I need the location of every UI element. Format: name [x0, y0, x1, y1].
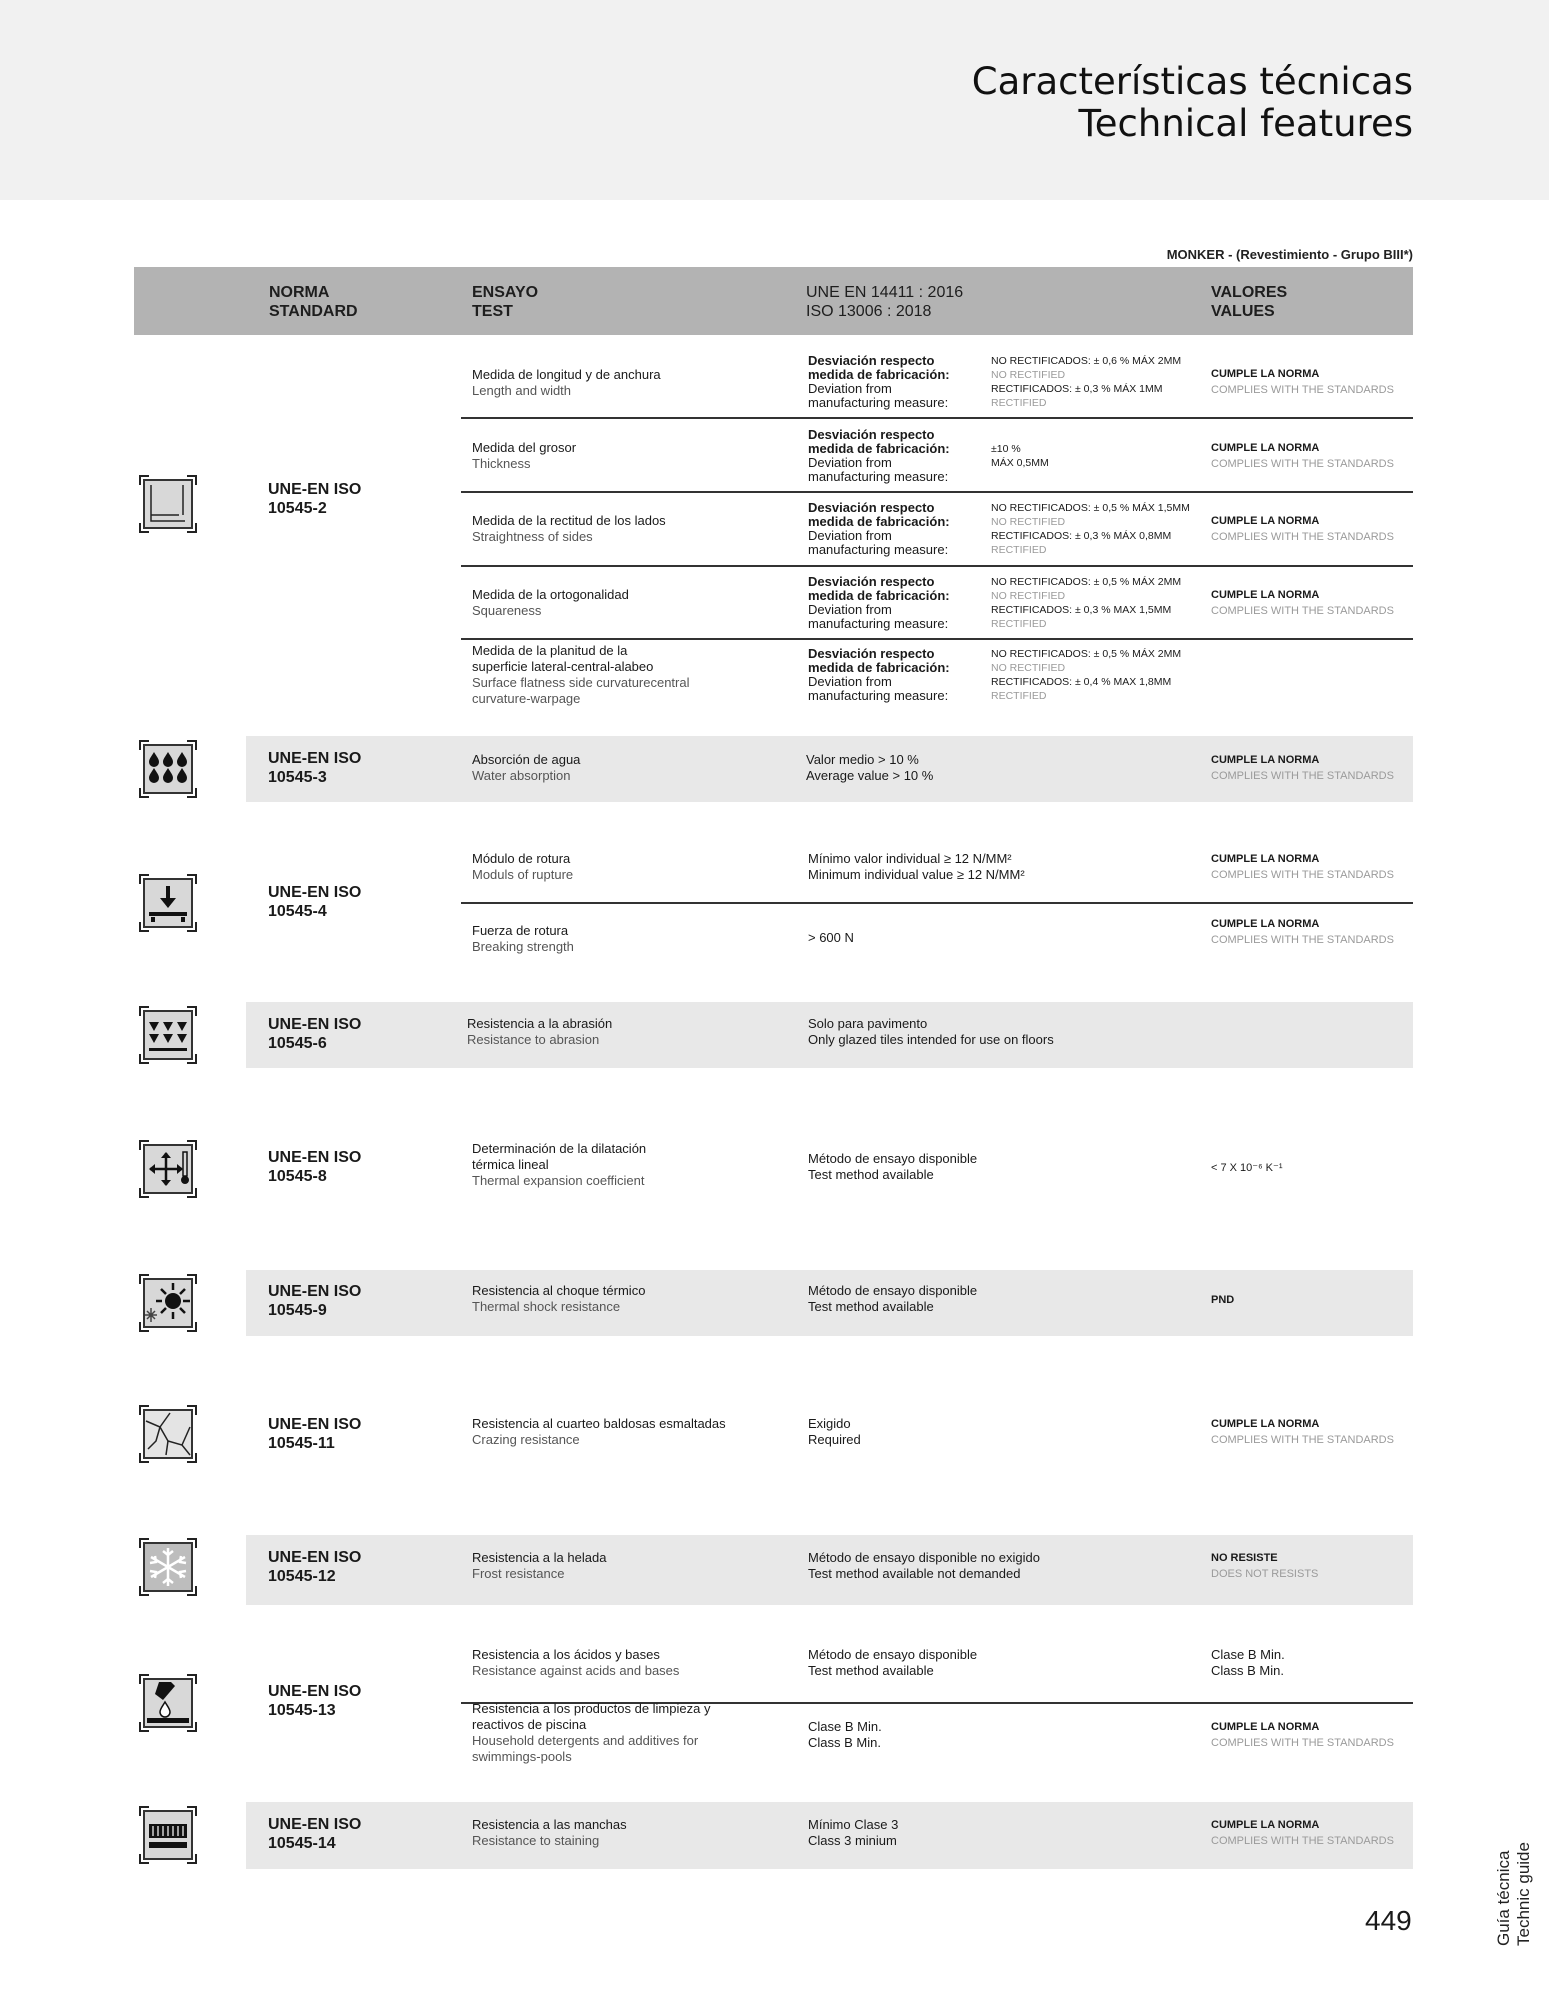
- standard-10545-9: UNE-EN ISO 10545-9: [268, 1283, 362, 1319]
- standard-10545-14: UNE-EN ISO 10545-14: [268, 1816, 362, 1852]
- product-note: MONKER - (Revestimiento - Grupo BIII*): [1166, 247, 1413, 262]
- thermal-expansion-icon: [137, 1138, 199, 1200]
- header-valores: VALORES VALUES: [1211, 284, 1288, 320]
- test-crazing: Resistencia al cuarteo baldosas esmaltadas Crazing resistance: [472, 1416, 726, 1447]
- spec-flatness: NO RECTIFICADOS: ± 0,5 % MÁX 2MM NO RECTIFIED RECTIFICADOS: ± 0,4 % MAX 1,8MM RECTIFIED: [991, 648, 1182, 702]
- arrow-down-load-icon: [137, 872, 199, 934]
- value-thermal-shock: PND: [1211, 1294, 1235, 1306]
- standard-10545-12: UNE-EN ISO 10545-12: [268, 1549, 362, 1585]
- value-thermal-expansion: < 7 X 10⁻⁶ K⁻¹: [1211, 1162, 1283, 1174]
- standard-10545-13: UNE-EN ISO 10545-13: [268, 1683, 362, 1719]
- req-staining: Mínimo Clase 3 Class 3 minium: [808, 1817, 899, 1848]
- deviation-label: Desviación respecto medida de fabricación: Deviation from manufacturing measure:: [808, 574, 950, 631]
- header-ensayo: ENSAYO TEST: [472, 284, 539, 320]
- req-household-detergents: Clase B Min. Class B Min.: [808, 1719, 882, 1750]
- standard-10545-8: UNE-EN ISO 10545-8: [268, 1149, 362, 1185]
- test-breaking-strength: Fuerza de rotura Breaking strength: [472, 923, 574, 954]
- row-separator: [461, 417, 1413, 419]
- req-thermal-shock: Método de ensayo disponible Test method available: [808, 1283, 978, 1314]
- side-guide-label: Guía técnica Technic guide: [1494, 1842, 1533, 1946]
- test-length-width: Medida de longitud y de anchura Length and width: [472, 367, 661, 398]
- test-squareness: Medida de la ortogonalidad Squareness: [472, 587, 629, 618]
- req-crazing: Exigido Required: [808, 1416, 861, 1447]
- test-straightness: Medida de la rectitud de los lados Straightness of sides: [472, 513, 666, 544]
- spec-straightness: NO RECTIFICADOS: ± 0,5 % MÁX 1,5MM NO RECTIFIED RECTIFICADOS: ± 0,3 % MÁX 0,8MM RECTIFIED: [991, 502, 1190, 556]
- water-drops-icon: [137, 738, 199, 800]
- header-une: UNE EN 14411 : 2016 ISO 13006 : 2018: [806, 284, 964, 320]
- value-straightness: CUMPLE LA NORMA COMPLIES WITH THE STANDARDS: [1211, 515, 1394, 543]
- value-length-width: CUMPLE LA NORMA COMPLIES WITH THE STANDARDS: [1211, 368, 1394, 396]
- dimensions-icon: [137, 473, 199, 535]
- page-number: 449: [1365, 1905, 1412, 1936]
- page-title-es: Características técnicas: [971, 60, 1413, 103]
- standard-10545-4: UNE-EN ISO 10545-4: [268, 884, 362, 920]
- spec-thickness: ±10 % MÁX 0,5MM: [991, 443, 1049, 469]
- chemical-pour-icon: [137, 1672, 199, 1734]
- abrasion-icon: [137, 1004, 199, 1066]
- req-breaking-strength: > 600 N: [808, 930, 854, 945]
- value-modulus-rupture: CUMPLE LA NORMA COMPLIES WITH THE STANDARDS: [1211, 853, 1394, 881]
- req-acids-bases: Método de ensayo disponible Test method available: [808, 1647, 978, 1678]
- req-frost: Método de ensayo disponible no exigido Test method available not demanded: [808, 1550, 1041, 1581]
- req-modulus-rupture: Mínimo valor individual ≥ 12 N/MM² Minimum individual value ≥ 12 N/MM²: [808, 851, 1025, 882]
- value-water-absorption: CUMPLE LA NORMA COMPLIES WITH THE STANDARDS: [1211, 754, 1394, 782]
- crazing-icon: [137, 1403, 199, 1465]
- row-separator: [461, 491, 1413, 493]
- test-water-absorption: Absorción de agua Water absorption: [472, 752, 581, 783]
- test-staining: Resistencia a las manchas Resistance to staining: [472, 1817, 627, 1848]
- standard-10545-3: UNE-EN ISO 10545-3: [268, 750, 362, 786]
- req-abrasion: Solo para pavimento Only glazed tiles intended for use on floors: [808, 1016, 1054, 1047]
- req-water-absorption: Valor medio > 10 % Average value > 10 %: [806, 752, 934, 783]
- value-crazing: CUMPLE LA NORMA COMPLIES WITH THE STANDARDS: [1211, 1418, 1394, 1446]
- deviation-label: Desviación respecto medida de fabricación: Deviation from manufacturing measure:: [808, 500, 950, 557]
- standard-10545-11: UNE-EN ISO 10545-11: [268, 1416, 362, 1452]
- req-thermal-expansion: Método de ensayo disponible Test method available: [808, 1151, 978, 1182]
- row-separator: [461, 902, 1413, 904]
- deviation-label: Desviación respecto medida de fabricación: Deviation from manufacturing measure:: [808, 427, 950, 484]
- page-title-en: Technical features: [1078, 102, 1413, 145]
- thermal-shock-icon: [137, 1272, 199, 1334]
- test-modulus-rupture: Módulo de rotura Moduls of rupture: [472, 851, 574, 882]
- standard-10545-6: UNE-EN ISO 10545-6: [268, 1016, 362, 1052]
- test-frost: Resistencia a la helada Frost resistance: [472, 1550, 607, 1581]
- spec-squareness: NO RECTIFICADOS: ± 0,5 % MÁX 2MM NO RECTIFIED RECTIFICADOS: ± 0,3 % MAX 1,5MM RECTIFIED: [991, 576, 1182, 630]
- value-acids-bases: Clase B Min. Class B Min.: [1211, 1647, 1285, 1678]
- deviation-label: Desviación respecto medida de fabricación: Deviation from manufacturing measure:: [808, 646, 950, 703]
- staining-icon: [137, 1804, 199, 1866]
- header-norma: NORMA STANDARD: [269, 284, 358, 320]
- value-thickness: CUMPLE LA NORMA COMPLIES WITH THE STANDARDS: [1211, 442, 1394, 470]
- value-breaking-strength: CUMPLE LA NORMA COMPLIES WITH THE STANDARDS: [1211, 918, 1394, 946]
- value-staining: CUMPLE LA NORMA COMPLIES WITH THE STANDARDS: [1211, 1819, 1394, 1847]
- value-frost: NO RESISTE DOES NOT RESISTS: [1211, 1552, 1319, 1580]
- standard-10545-2: UNE-EN ISO 10545-2: [268, 481, 362, 517]
- snowflake-icon: [137, 1536, 199, 1598]
- test-thickness: Medida del grosor Thickness: [472, 440, 577, 471]
- test-abrasion: Resistencia a la abrasión Resistance to abrasion: [467, 1016, 613, 1047]
- test-thermal-shock: Resistencia al choque térmico Thermal shock resistance: [472, 1283, 646, 1314]
- value-household-detergents: CUMPLE LA NORMA COMPLIES WITH THE STANDARDS: [1211, 1721, 1394, 1749]
- spec-length-width: NO RECTIFICADOS: ± 0,6 % MÁX 2MM NO RECTIFIED RECTIFICADOS: ± 0,3 % MÁX 1MM RECTIFIED: [991, 355, 1182, 409]
- row-separator: [461, 565, 1413, 567]
- test-thermal-expansion: Determinación de la dilatación térmica lineal Thermal expansion coefficient: [472, 1141, 647, 1188]
- test-acids-bases: Resistencia a los ácidos y bases Resistance against acids and bases: [472, 1647, 680, 1678]
- value-squareness: CUMPLE LA NORMA COMPLIES WITH THE STANDARDS: [1211, 589, 1394, 617]
- deviation-label: Desviación respecto medida de fabricación: Deviation from manufacturing measure:: [808, 353, 950, 410]
- table-header: [134, 267, 1413, 335]
- test-flatness: Medida de la planitud de la superficie lateral-central-alabeo Surface flatness side curvaturecentral curvature-warpage: [472, 643, 690, 706]
- test-household-detergents: Resistencia a los productos de limpieza y reactivos de piscina Household detergents and additives for swimmings-pools: [472, 1701, 711, 1764]
- row-separator: [461, 638, 1413, 640]
